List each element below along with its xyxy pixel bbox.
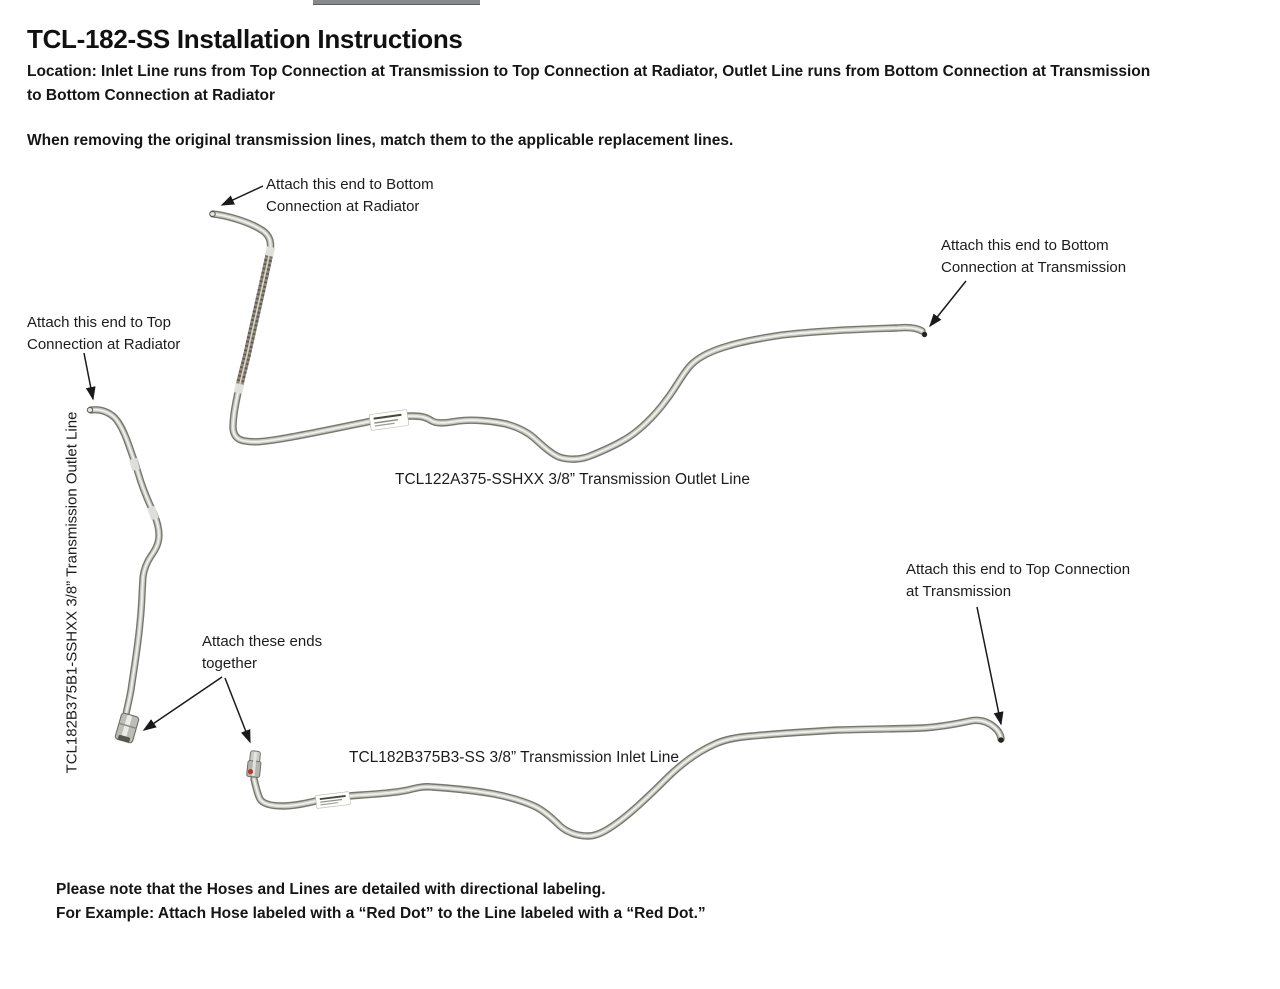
- outlet-line-vertical-tube: [87, 408, 159, 744]
- outlet-line-upper-highlight: [213, 214, 922, 459]
- part-label-outlet-vertical: TCL182B375B1-SSHXX 3/8” Transmission Outlet Line: [63, 411, 81, 774]
- braid-highlight: [239, 251, 270, 388]
- tube-end-dot-inlet: [998, 737, 1003, 742]
- annotation-bottom-transmission: [941, 235, 1126, 278]
- outlet-line-upper-tube: [210, 212, 928, 460]
- inlet-hose-fitting: [246, 750, 262, 777]
- location-line-1: Location: Inlet Line runs from Top Connection at Transmission to Top Connection at Radiator, Outlet Line runs from Bottom Connection at Transmission: [27, 63, 1151, 80]
- page-title: TCL-182-SS Installation Instructions: [27, 24, 463, 54]
- part-sticker-lower: [315, 791, 350, 808]
- tube-open-end: [210, 212, 216, 217]
- flare-nut-fitting: [115, 713, 140, 744]
- outlet-line-upper-path: [213, 214, 922, 459]
- intro-text: When removing the original transmission lines, match them to the applicable replacement lines.: [27, 132, 734, 149]
- ferrule-top: [269, 247, 271, 256]
- annotation-top-transmission: [906, 559, 1130, 602]
- part-sticker-upper: [369, 409, 409, 430]
- annotation-line: Connection at Radiator: [27, 335, 181, 353]
- annotation-line: Attach this end to Bottom: [941, 237, 1109, 254]
- directional-labeling-note: [56, 878, 706, 925]
- note-line-2: For Example: Attach Hose labeled with a “Red Dot” to the Line labeled with a “Red Dot.”: [56, 904, 706, 922]
- annotation-line: Attach these ends: [202, 633, 323, 650]
- annotation-line: together: [202, 654, 258, 672]
- annotation-line: Attach this end to Bottom: [266, 176, 434, 193]
- arrow-top-transmission: [977, 607, 1001, 724]
- ferrule-bottom: [238, 384, 240, 393]
- arrow-ends-together-left: [144, 677, 222, 730]
- annotation-line: Connection at Transmission: [941, 258, 1127, 276]
- arrow-bottom-radiator: [222, 186, 263, 205]
- arrow-bottom-transmission: [930, 281, 966, 326]
- location-line-2: to Bottom Connection at Radiator: [27, 87, 275, 104]
- note-line-1: Please note that the Hoses and Lines are detailed with directional labeling.: [56, 881, 606, 898]
- outlet-line-upper-body: [213, 214, 922, 459]
- annotation-ends-together: [202, 631, 322, 674]
- annotation-line: Attach this end to Top: [27, 314, 171, 331]
- tube-open-end-vertical: [87, 408, 93, 413]
- annotation-line: Attach this end to Top Connection: [906, 561, 1131, 578]
- annotation-top-radiator: [27, 312, 180, 355]
- annotation-bottom-radiator: [266, 174, 434, 217]
- annotation-line: Connection at Radiator: [266, 197, 420, 215]
- arrow-ends-together-right: [225, 678, 250, 742]
- inlet-line-path: [254, 720, 1001, 836]
- ferrule-vertical-2: [151, 507, 155, 519]
- ferrule-vertical-1: [133, 459, 136, 470]
- inlet-line-tube: [246, 720, 1003, 836]
- part-label-outlet-upper: TCL122A375-SSHXX 3/8” Transmission Outlet Line: [395, 471, 750, 488]
- part-label-inlet: TCL182B375B3-SS 3/8” Transmission Inlet Line: [349, 749, 679, 766]
- arrow-top-radiator: [84, 353, 93, 399]
- tube-end-dot: [922, 332, 927, 337]
- outlet-line-vertical-body: [91, 410, 159, 714]
- braided-hose-section: [239, 251, 270, 388]
- annotation-line: at Transmission: [906, 582, 1012, 600]
